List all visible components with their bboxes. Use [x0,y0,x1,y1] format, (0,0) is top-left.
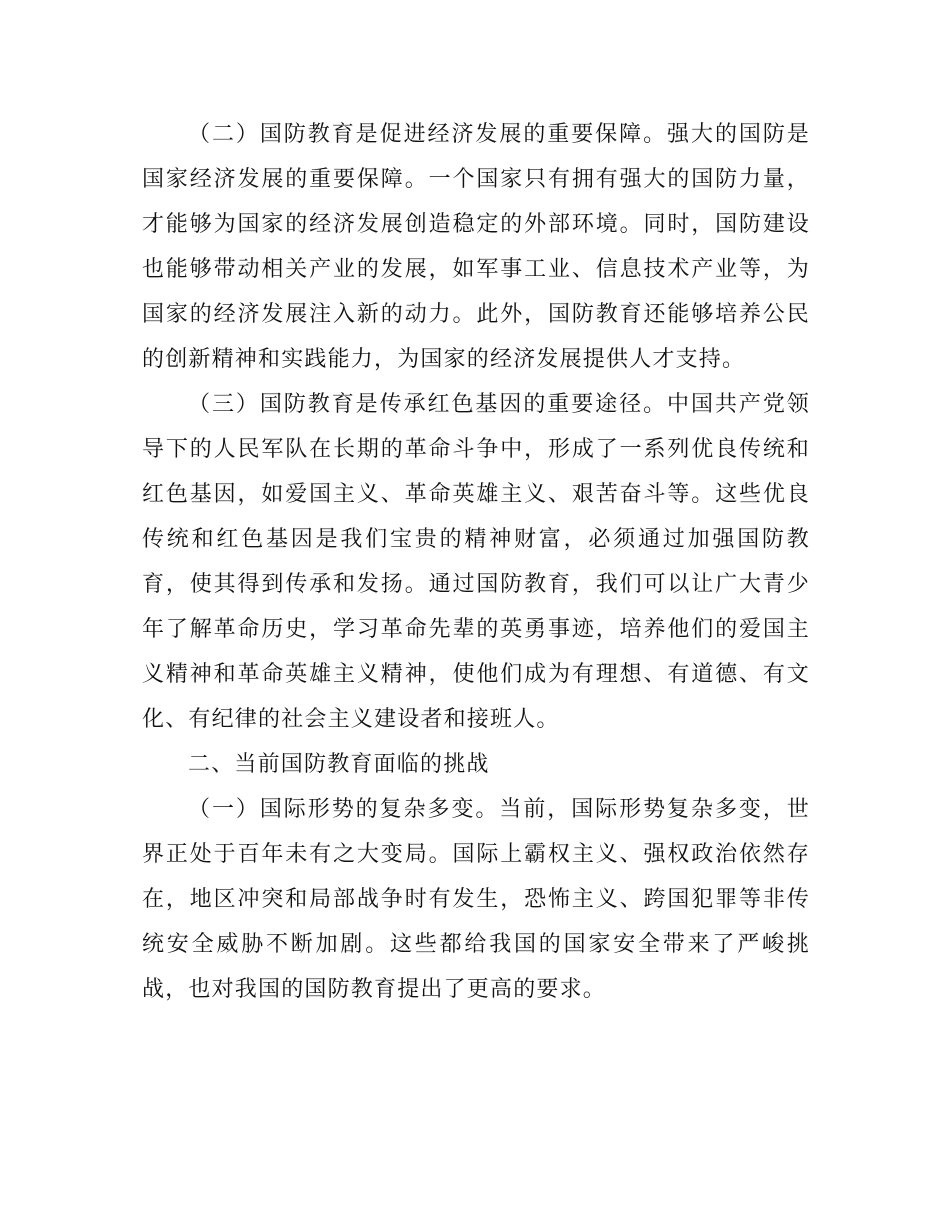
paragraph-red-gene: （三）国防教育是传承红色基因的重要途径。中国共产党领导下的人民军队在长期的革命斗争中，形成了一系列优良传统和红色基因，如爱国主义、革命英雄主义、艰苦奋斗等。这些优良传统和红色基因是我们宝贵的精神财富，必须通过加强国防教育，使其得到传承和发扬。通过国防教育，我们可以让广大青少年了解革命历史，学习革命先辈的英勇事迹，培养他们的爱国主义精神和革命英雄主义精神，使他们成为有理想、有道德、有文化、有纪律的社会主义建设者和接班人。 [142,392,810,732]
paragraph-international-situation: （一）国际形势的复杂多变。当前，国际形势复杂多变，世界正处于百年未有之大变局。国际上霸权主义、强权政治依然存在，地区冲突和局部战争时有发生，恐怖主义、跨国犯罪等非传统安全威胁不断加剧。这些都给我国的国家安全带来了严峻挑战，也对我国的国防教育提出了更高的要求。 [142,797,810,1002]
paragraph-economic-development: （二）国防教育是促进经济发展的重要保障。强大的国防是国家经济发展的重要保障。一个国家只有拥有强大的国防力量，才能够为国家的经济发展创造稳定的外部环境。同时，国防建设也能够带动相关产业的发展，如军事工业、信息技术产业等，为国家的经济发展注入新的动力。此外，国防教育还能够培养公民的创新精神和实践能力，为国家的经济发展提供人才支持。 [142,122,810,372]
document-body [142,112,810,1012]
section-heading-challenges: 二、当前国防教育面临的挑战 [188,752,490,777]
